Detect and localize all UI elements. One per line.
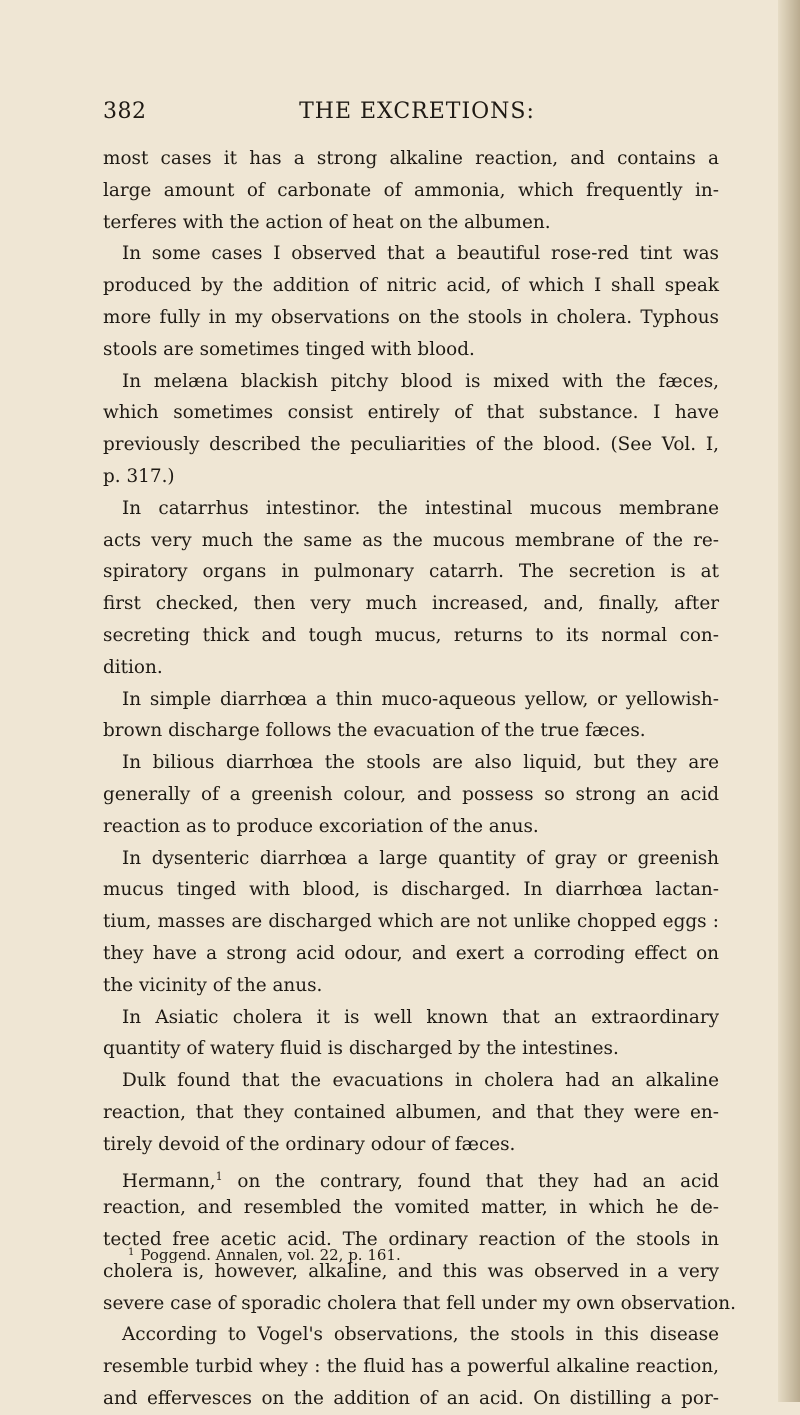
line-text: Dulk found that the evacuations in cholera had an alkaline [122, 1070, 719, 1092]
line-text: acts very much the same as the mucous membrane of the re- [103, 529, 719, 551]
line-text: generally of a greenish colour, and possess so strong an acid [103, 783, 719, 805]
text-line [103, 970, 719, 1002]
text-line [103, 620, 719, 652]
text-line [103, 302, 719, 334]
line-text: the vicinity of the anus. [103, 974, 323, 996]
text-line [103, 1065, 719, 1097]
line-text: previously described the peculiarities of the blood. (See Vol. I, [103, 434, 719, 456]
text-line [103, 588, 719, 620]
text-line [103, 1383, 719, 1415]
line-text: In simple diarrhœa a thin muco-aqueous yellow, or yellowish- [122, 688, 719, 710]
line-text: reaction as to produce excoriation of the anus. [103, 815, 539, 837]
text-line [103, 143, 719, 175]
line-text: first checked, then very much increased, and, finally, after [103, 593, 719, 615]
footnote-reference: 1 [215, 1169, 223, 1183]
text-line [103, 843, 719, 875]
body-text [103, 143, 736, 1415]
line-text-continued: on the contrary, found that they had an acid [222, 1170, 719, 1192]
text-line [103, 874, 719, 906]
footnote-marker: 1 [128, 1247, 135, 1258]
text-line [103, 652, 719, 684]
line-text: tected free acetic acid. The ordinary reaction of the stools in [103, 1229, 719, 1251]
running-title: THE EXCRETIONS: [299, 99, 535, 124]
text-line [103, 175, 719, 207]
line-text: stools are sometimes tinged with blood. [103, 338, 475, 360]
text-line [103, 1097, 719, 1129]
line-text: and effervesces on the addition of an acid. On distilling a por- [103, 1388, 719, 1410]
text-line [103, 1351, 719, 1383]
line-text: According to Vogel's observations, the stools in this disease [122, 1324, 719, 1346]
text-line [103, 461, 719, 493]
line-text: secreting thick and tough mucus, returns to its normal con- [103, 624, 719, 646]
line-text: large amount of carbonate of ammonia, which frequently in- [103, 179, 719, 201]
text-line [103, 811, 719, 843]
line-text: which sometimes consist entirely of that substance. I have [103, 402, 719, 424]
line-text: resemble turbid whey : the fluid has a powerful alkaline reaction, [103, 1356, 719, 1378]
text-line [103, 684, 719, 716]
page-number: 382 [103, 99, 147, 124]
text-line [103, 1129, 719, 1161]
line-text: reaction, that they contained albumen, and that they were en- [103, 1101, 719, 1123]
line-text: In catarrhus intestinor. the intestinal mucous membrane [122, 497, 719, 519]
line-text: spiratory organs in pulmonary catarrh. The secretion is at [103, 561, 719, 583]
line-text: terferes with the action of heat on the albumen. [103, 211, 551, 233]
line-text: more fully in my observations on the stools in cholera. Typhous [103, 306, 719, 328]
footnote-text: Poggend. Annalen, vol. 22, p. 161. [140, 1246, 401, 1264]
line-text: p. 317.) [103, 465, 175, 487]
line-text: quantity of watery fluid is discharged by the intestines. [103, 1038, 619, 1060]
line-text: tirely devoid of the ordinary odour of fæces. [103, 1133, 516, 1155]
line-text: In Asiatic cholera it is well known that an extraordinary [122, 1006, 719, 1028]
line-text: brown discharge follows the evacuation of the true fæces. [103, 720, 646, 742]
line-text: In dysenteric diarrhœa a large quantity of gray or greenish [122, 847, 719, 869]
text-line [103, 207, 719, 239]
line-text: reaction, and resembled the vomited matter, in which he de- [103, 1197, 719, 1219]
text-line [103, 938, 719, 970]
footnote [128, 1246, 720, 1264]
text-line [103, 1192, 719, 1224]
line-text: they have a strong acid odour, and exert a corroding effect on [103, 942, 719, 964]
text-line [103, 906, 719, 938]
line-text: cholera is, however, alkaline, and this was observed in a very [103, 1260, 719, 1282]
line-text: mucus tinged with blood, is discharged. In diarrhœa lactan- [103, 879, 719, 901]
text-line [103, 747, 719, 779]
text-line [103, 556, 719, 588]
text-line [103, 366, 719, 398]
text-line [103, 1161, 719, 1193]
line-text: Hermann, [122, 1170, 216, 1192]
text-line [103, 238, 719, 270]
line-text: severe case of sporadic cholera that fell under my own observation. [103, 1292, 736, 1314]
line-text: In some cases I observed that a beautiful rose-red tint was [122, 243, 719, 265]
page-edge-shadow [778, 0, 800, 1402]
text-line [103, 493, 719, 525]
text-line [103, 429, 719, 461]
text-line [103, 1033, 719, 1065]
text-line [103, 1288, 736, 1320]
page-header [103, 99, 719, 133]
text-line [103, 1319, 719, 1351]
line-text: In bilious diarrhœa the stools are also liquid, but they are [122, 752, 719, 774]
text-line [103, 715, 719, 747]
text-line [103, 270, 719, 302]
line-text: tium, masses are discharged which are not unlike chopped eggs : [103, 911, 719, 933]
text-line [103, 1002, 719, 1034]
text-line [103, 525, 719, 557]
line-text: In melæna blackish pitchy blood is mixed with the fæces, [122, 370, 719, 392]
text-line [103, 779, 719, 811]
text-line [103, 334, 719, 366]
line-text: produced by the addition of nitric acid, of which I shall speak [103, 275, 719, 297]
line-text: dition. [103, 656, 163, 678]
line-text: most cases it has a strong alkaline reaction, and contains a [103, 148, 719, 169]
text-line [103, 397, 719, 429]
